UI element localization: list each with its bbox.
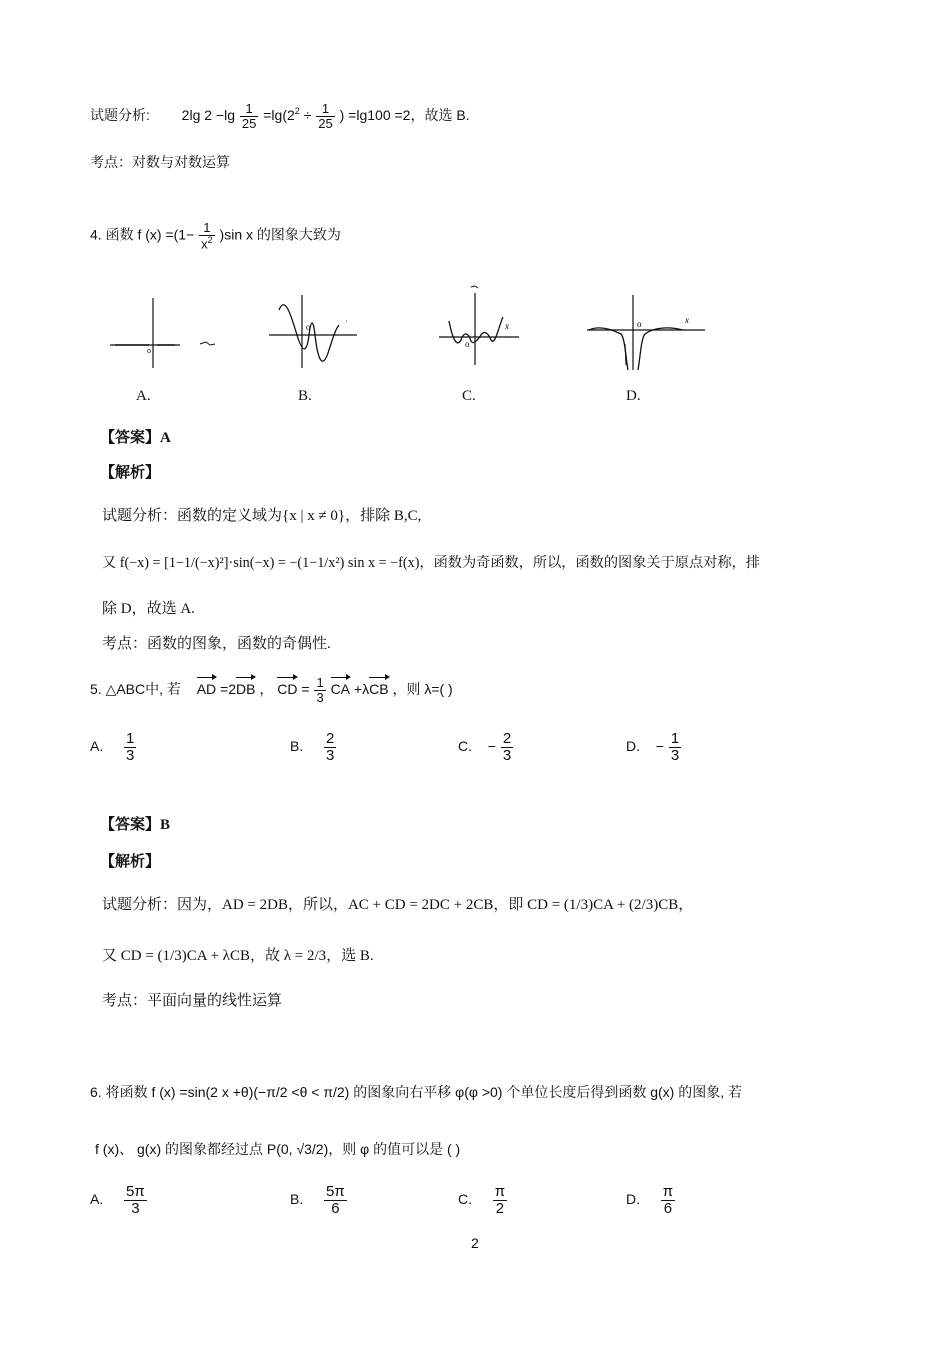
q3-analysis-line (90, 102, 470, 130)
q4-graph-b (265, 290, 365, 370)
graph-d-origin: o (637, 319, 642, 329)
q6-option-c: C. $\frac{\pi}{2}$ (458, 1183, 506, 1217)
q4-stem (90, 221, 341, 251)
q4-analysis-title: 【解析】 (100, 465, 161, 481)
q4-kaodian: 考点：函数的图象，函数的奇偶性. (102, 636, 331, 652)
q4-stem-a: 4. 函数 f (x) =(1− (90, 226, 195, 243)
q5-option-c: C. − $\frac{2}{3}$ (458, 730, 512, 764)
q6-stem-line2: f (x)、 g(x) 的图象都经过点 P(0, √3/2)，则 φ 的值可以是 ( ) (95, 1141, 461, 1157)
q5-vec-cd: CD (277, 680, 298, 697)
q4-graph-d (585, 290, 710, 375)
graph-b-origin: o (306, 322, 311, 332)
q5-plus: +λ (353, 680, 370, 697)
q5-stem-a: 5. △ABC中, 若 (90, 680, 181, 697)
q5-option-d: D. − $\frac{1}{3}$ (626, 730, 680, 764)
q5-analysis-title: 【解析】 (100, 854, 161, 870)
q6-option-d: D. $\frac{\pi}{6}$ (626, 1183, 674, 1217)
q5-analysis-line1: 试题分析：因为，AD = 2DB，所以，AC + CD = 2DC + 2CB，即 CD = (1/3)CA + (2/3)CB， (102, 897, 694, 913)
q6-option-b: B. $\frac{5\pi}{6}$ (290, 1183, 345, 1217)
q5-vec-ca: CA (330, 680, 351, 697)
q4-stem-fraction: $\frac{1}{x^2}$ (201, 220, 213, 251)
graph-c-origin: o (465, 339, 470, 349)
graph-d-x: x (685, 315, 689, 325)
q3-sup: 2 (294, 106, 300, 117)
q5-kaodian: 考点：平面向量的线性运算 (102, 993, 283, 1009)
q5-comma: ， (259, 680, 274, 697)
q3-expr-c: ÷ (303, 106, 312, 123)
q5-stem-fraction: $\frac{1}{3}$ (316, 675, 324, 705)
q4-stem-b: )sin x 的图象大致为 (219, 226, 341, 243)
q5-eq1: =2 (220, 680, 236, 697)
q6-stem-line1: 6. 将函数 f (x) =sin(2 x +θ)(−π/2 <θ < π/2) 的图象向右平移 φ(φ >0) 个单位长度后得到函数 g(x) 的图象, 若 (90, 1084, 743, 1100)
q3-expr-a: 2lg 2 −lg (181, 106, 235, 123)
q3-analysis-lead: 试题分析: (90, 106, 150, 123)
q4-option-d: D. (626, 388, 641, 404)
q6-option-a: A. $\frac{5\pi}{3}$ (90, 1183, 145, 1217)
q5-eq2: = (301, 680, 310, 697)
q4-graph-c (435, 285, 535, 370)
q4-answer: 【答案】A (100, 430, 171, 446)
q3-expr-b: =lg(2 (263, 106, 295, 123)
q4-analysis-line3: 除 D，故选 A. (102, 601, 195, 617)
svg-text:·: · (345, 317, 348, 326)
q4-option-c: C. (462, 388, 476, 404)
q5-vec-db: DB (236, 680, 256, 697)
page-number: 2 (471, 1235, 479, 1251)
q3-fraction-1: $\frac{1}{25}$ (241, 101, 257, 131)
q5-stem (90, 676, 453, 704)
q5-analysis-line2: 又 CD = (1/3)CA + λCB，故 λ = 2/3，选 B. (102, 948, 374, 964)
graph-a-origin: o (147, 346, 151, 355)
q4-option-a: A. (136, 388, 151, 404)
q5-vec-ad: AD (196, 680, 217, 697)
q4-analysis-line2: 又 f(−x) = [1−1/(−x)²]·sin(−x) = −(1−1/x²) sin x = −f(x)，函数为奇函数，所以，函数的图象关于原点对称，排 (102, 555, 760, 571)
q4-graph-a (105, 290, 225, 370)
q4-option-b: B. (298, 388, 312, 404)
q3-kaodian: 考点：对数与对数运算 (90, 154, 230, 170)
q3-expr-d: ) =lg100 =2，故选 B. (339, 106, 470, 123)
q4-analysis-line1: 试题分析：函数的定义域为{x | x ≠ 0}，排除 B,C, (102, 508, 422, 524)
q5-vec-cb: CB (369, 680, 389, 697)
q5-stem-b: ，则 λ=( ) (392, 680, 453, 697)
graph-c-x: x (505, 321, 509, 331)
q5-option-b: B. $\frac{2}{3}$ (290, 730, 335, 764)
q3-fraction-2: $\frac{1}{25}$ (318, 101, 333, 131)
q5-option-a: A. $\frac{1}{3}$ (90, 730, 135, 764)
q5-answer: 【答案】B (100, 817, 171, 833)
